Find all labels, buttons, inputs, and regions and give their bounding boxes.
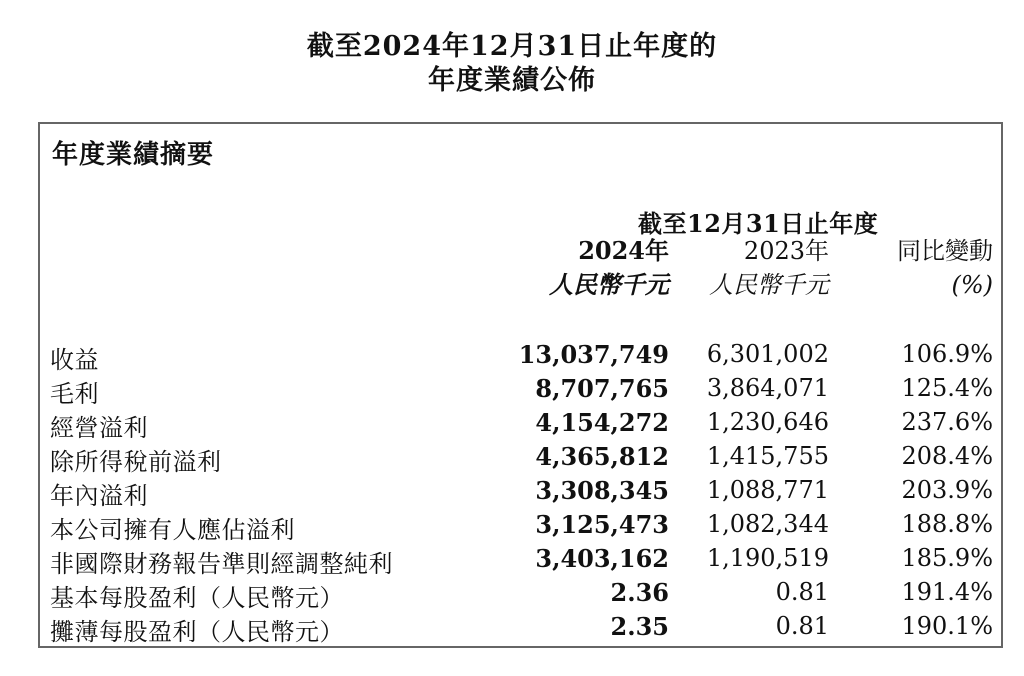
column-header-change <box>897 234 993 302</box>
row-label: 毛利 <box>50 380 99 408</box>
value-2024: 2.36 <box>610 578 669 607</box>
table-body <box>40 338 1001 644</box>
table-row <box>40 406 1001 440</box>
value-2024: 4,365,812 <box>535 442 669 471</box>
value-change: 190.1% <box>901 612 993 640</box>
column-header-2024 <box>549 234 669 302</box>
table-row <box>40 440 1001 474</box>
column-unit: 人民幣千元 <box>709 271 829 299</box>
value-change: 106.9% <box>901 340 993 368</box>
row-label: 經營溢利 <box>50 414 148 442</box>
value-2024: 3,403,162 <box>535 544 669 573</box>
value-change: 185.9% <box>901 544 993 572</box>
value-change: 208.4% <box>901 442 993 470</box>
table-row <box>40 508 1001 542</box>
document-title-line1: 截至2024年12月31日止年度的 <box>306 31 718 62</box>
summary-title: 年度業績摘要 <box>52 140 215 170</box>
value-change: 203.9% <box>901 476 993 504</box>
column-year: 2023年 <box>743 237 829 265</box>
table-row <box>40 372 1001 406</box>
document-title-line2: 年度業績公佈 <box>428 65 596 96</box>
row-label: 本公司擁有人應佔溢利 <box>50 516 295 544</box>
value-2023: 1,082,344 <box>706 510 829 538</box>
value-change: 188.8% <box>901 510 993 538</box>
column-header-2023 <box>709 234 829 302</box>
value-2023: 1,088,771 <box>706 476 829 504</box>
value-2023: 0.81 <box>775 578 829 606</box>
column-unit: (%) <box>951 271 993 299</box>
table-row <box>40 576 1001 610</box>
table-row <box>40 474 1001 508</box>
table-row <box>40 610 1001 644</box>
results-summary-table <box>38 122 1003 648</box>
value-2024: 3,125,473 <box>535 510 669 539</box>
value-2024: 3,308,345 <box>535 476 669 505</box>
period-header: 截至12月31日止年度 <box>638 209 879 238</box>
row-label: 攤薄每股盈利（人民幣元） <box>50 618 344 646</box>
value-2024: 8,707,765 <box>535 374 669 403</box>
row-label: 除所得稅前溢利 <box>50 448 222 476</box>
row-label: 收益 <box>50 346 99 374</box>
value-2023: 3,864,071 <box>706 374 829 402</box>
value-change: 125.4% <box>901 374 993 402</box>
value-2023: 0.81 <box>775 612 829 640</box>
value-2024: 4,154,272 <box>535 408 669 437</box>
value-change: 237.6% <box>901 408 993 436</box>
value-2023: 1,190,519 <box>706 544 829 572</box>
value-2023: 1,230,646 <box>706 408 829 436</box>
column-year: 同比變動 <box>897 237 993 265</box>
row-label: 基本每股盈利（人民幣元） <box>50 584 344 612</box>
table-row <box>40 338 1001 372</box>
value-2023: 6,301,002 <box>706 340 829 368</box>
table-row <box>40 542 1001 576</box>
row-label: 非國際財務報告準則經調整純利 <box>50 550 393 578</box>
row-label: 年內溢利 <box>50 482 148 510</box>
column-year: 2024年 <box>578 236 669 265</box>
value-2024: 13,037,749 <box>518 340 669 369</box>
value-2024: 2.35 <box>610 612 669 641</box>
column-unit: 人民幣千元 <box>549 270 669 299</box>
value-2023: 1,415,755 <box>706 442 829 470</box>
value-change: 191.4% <box>901 578 993 606</box>
